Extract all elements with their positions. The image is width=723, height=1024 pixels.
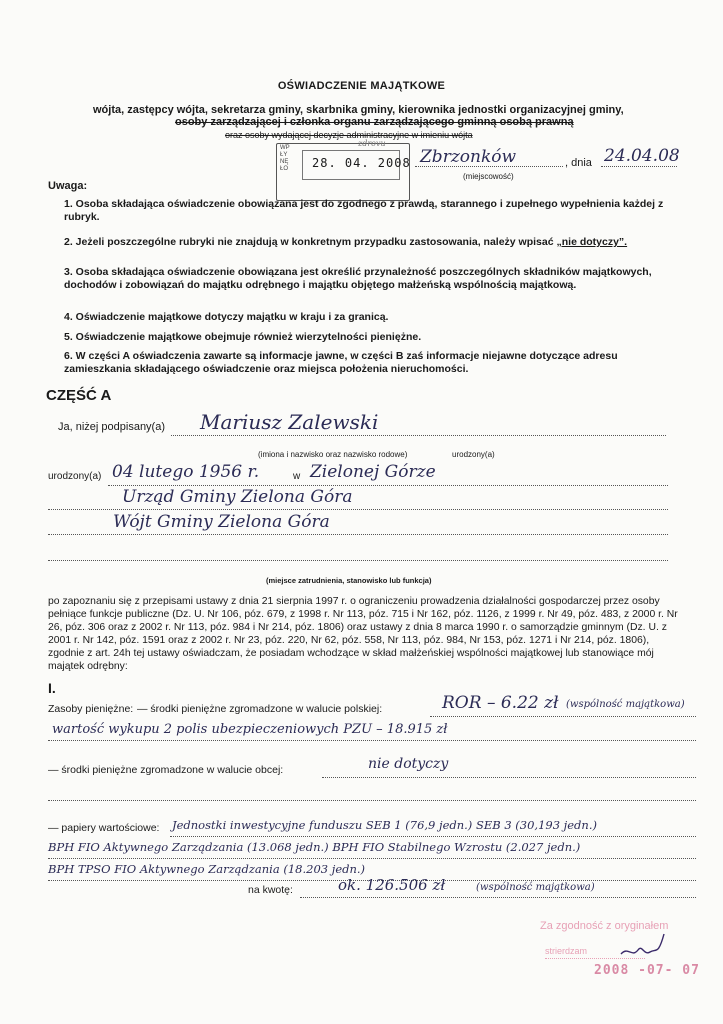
receipt-stamp-date: 28. 04. 2008 (312, 156, 411, 170)
note-4: 4. Oświadczenie majątkowe dotyczy majątku w kraju i za granicą. (64, 311, 389, 323)
workplace-line-2: Wójt Gminy Zielona Góra (113, 512, 330, 532)
foreign-dots-2 (48, 800, 696, 801)
certification-text: Za zgodność z oryginałem (540, 920, 669, 932)
note-2-emphasis: „nie dotyczy”. (556, 236, 628, 248)
amount-label: na kwotę: (248, 884, 293, 896)
position-line-3: oraz osoby wydającej decyzje administracyjne w imieniu wójta (225, 130, 473, 140)
pln-label: — środki pieniężne zgromadzone w walucie polskiej: (137, 703, 383, 715)
signer-dots (171, 435, 666, 436)
born-label: urodzony(a) (48, 471, 102, 482)
workplace-caption: (miejsce zatrudnienia, stanowisko lub funkcja) (266, 576, 432, 585)
receipt-stamp-label: WPŁYNĘŁO (280, 145, 290, 172)
workplace-dots-3 (48, 560, 668, 561)
place-dots (415, 166, 563, 167)
born-place: Zielonej Górze (310, 462, 436, 482)
signer-caption: (imiona i nazwisko oraz nazwisko rodowe) (258, 450, 408, 459)
note-1: 1. Osoba składająca oświadczenie obowiązana jest do zgodnego z prawdą, starannego i zupełnego wypełnienia każdej z rubryk. (64, 198, 664, 223)
workplace-dots-2 (48, 534, 668, 535)
date-label: , dnia (565, 157, 592, 169)
legal-statement: po zapoznaniu się z przepisami ustawy z dnia 21 sierpnia 1997 r. o ograniczeniu prowadzenia działalności gospodarczej przez osoby pełniące funkcje publiczne (Dz. U. Nr 106, póz. 679, z 1998 r. Nr 113, póz. 715 i Nr 162, póz. 1126, z 1999 r. Nr 49, póz. 483, z 2000 r. Nr 26, póz. 306 oraz z 2002 r. Nr 113, póz. 984 i Nr 214, póz. 1806) oraz ustawy z dnia 8 marca 1990 r. o samorządzie gminnym (Dz. U. z 2001 r. Nr 142, póz. 1591 oraz z 2002 r. Nr 23, póz. 220, Nr 62, póz. 558, Nr 113, póz. 984, Nr 153, póz. 1271 i Nr 214, póz. 1806), zgodnie z art. 24h tej ustawy oświadczam, że posiadam wchodzące w skład małżeńskiej wspólności majątkowej lub stanowiące mój majątek odrębny: (48, 596, 678, 672)
amount-value: ok. 126.506 zł (338, 876, 446, 894)
cash-label: Zasoby pieniężne: (48, 703, 134, 715)
pln-note: (wspólność majątkowa) (566, 699, 685, 710)
foreign-value: nie dotyczy (368, 756, 449, 772)
date-dots (601, 166, 677, 167)
foreign-label: — środki pieniężne zgromadzone w walucie obcej: (48, 764, 284, 776)
pln-value: ROR – 6.22 zł (442, 693, 559, 713)
section-1-heading: I. (48, 680, 56, 696)
place-value: Zbrzonków (420, 147, 517, 167)
place-caption: (miejscowość) (463, 172, 514, 181)
certification-signature (618, 928, 668, 962)
part-a-heading: CZĘŚĆ A (46, 387, 112, 404)
securities-label: — papiery wartościowe: (48, 822, 160, 834)
workplace-line-1: Urząd Gminy Zielona Góra (122, 487, 353, 507)
note-6: 6. W części A oświadczenia zawarte są informacje jawne, w części B zaś informacje niejawne dotyczące adresu zamieszkania składającego oświadczenie oraz miejsca położenia nieruchomości. (64, 350, 618, 375)
note-2 (64, 236, 694, 249)
pln-dots (430, 716, 696, 717)
born-label-top: urodzony(a) (452, 450, 495, 459)
securities-line-3: BPH TPSO FIO Aktywnego Zarządzania (18.203 jedn.) (48, 862, 366, 876)
certification-date: 2008 -07- 07 (594, 963, 700, 978)
position-line-2: osoby zarządzającej i członka organu zarządzającego gminną osobą prawną (175, 116, 574, 128)
workplace-dots-1 (48, 509, 668, 510)
pln-dots-2 (48, 740, 696, 741)
note-2-text: 2. Jeżeli poszczególne rubryki nie znajdują w konkretnym przypadku zastosowania, należy wpisać (64, 236, 554, 248)
securities-dots-1 (170, 836, 696, 837)
signer-value: Mariusz Zalewski (200, 410, 379, 434)
position-line-1-text: wójta, zastępcy wójta, sekretarza gminy, skarbnika gminy, kierownika jednostki organizacyjnej gminy, (93, 104, 624, 116)
date-value: 24.04.08 (604, 146, 680, 166)
securities-line-2: BPH FIO Aktywnego Zarządzania (13.068 jedn.) BPH FIO Stabilnego Wzrostu (2.027 jedn.) (48, 840, 581, 854)
foreign-dots (322, 777, 696, 778)
position-line-1 (93, 104, 624, 116)
signer-label: Ja, niżej podpisany(a) (58, 421, 166, 433)
securities-line-1: Jednostki inwestycyjne funduszu SEB 1 (76,9 jedn.) SEB 3 (30,193 jedn.) (172, 818, 597, 832)
certification-signer: strierdzam (545, 946, 588, 956)
stamp-handwritten-note: zdrovu (358, 139, 386, 148)
pln-line-2: wartość wykupu 2 polis ubezpieczeniowych PZU – 18.915 zł (52, 722, 448, 737)
securities-dots-2 (48, 858, 696, 859)
notes-heading: Uwaga: (48, 180, 88, 192)
document-title: OŚWIADCZENIE MAJĄTKOWE (277, 80, 446, 92)
note-3: 3. Osoba składająca oświadczenie obowiązana jest określić przynależność poszczególnych składników majątkowych, dochodów i zobowiązań do majątku odrębnego i majątku objętego małżeńską wspólnością majątkową. (64, 266, 652, 291)
born-in: w (293, 471, 301, 482)
note-5: 5. Oświadczenie majątkowe obejmuje również wierzytelności pieniężne. (64, 331, 422, 343)
born-value: 04 lutego 1956 r. (112, 462, 260, 482)
amount-dots (300, 897, 696, 898)
amount-note: (wspólność majątkowa) (476, 882, 595, 893)
born-dots (108, 485, 668, 486)
